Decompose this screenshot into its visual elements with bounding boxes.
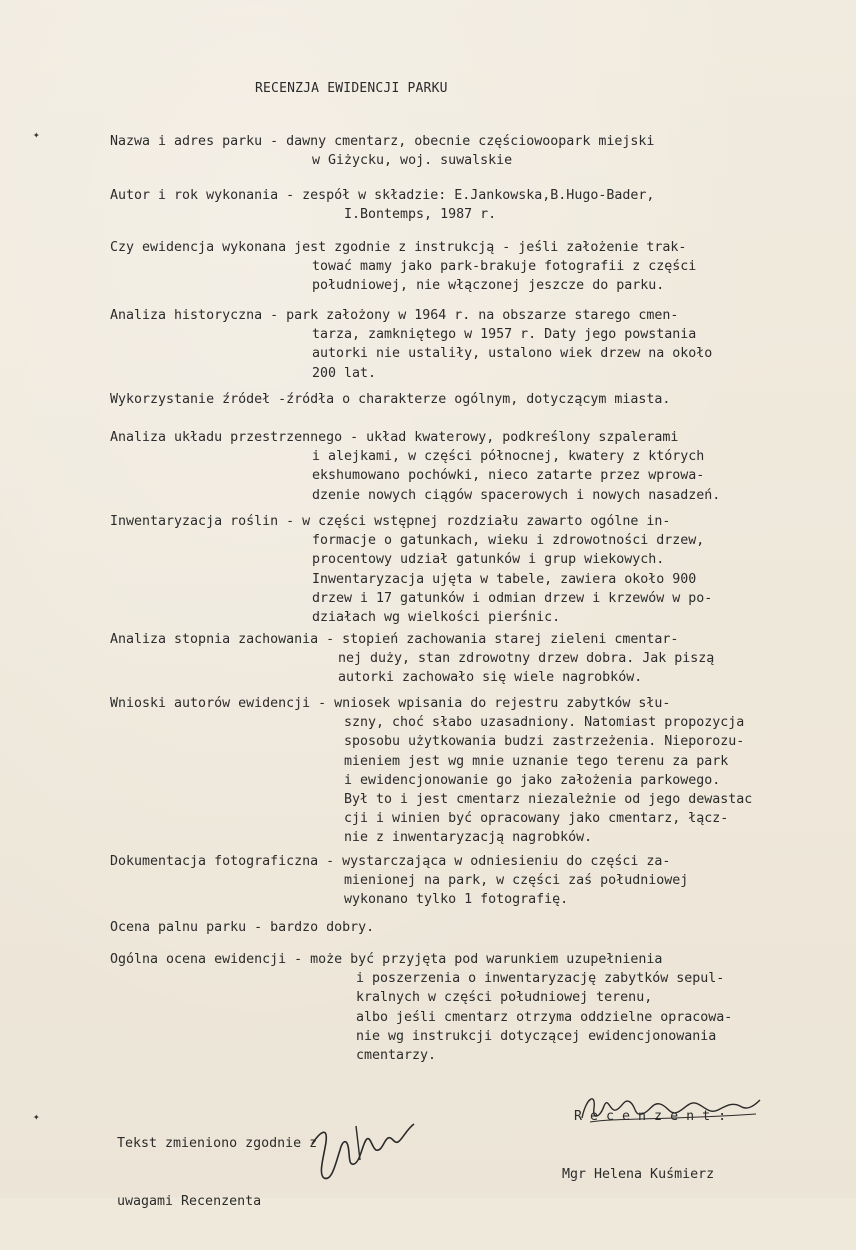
section-text-line: nej duży, stan zdrowotny drzew dobra. Jak piszą [338,651,715,667]
section-text-line: tować mamy jako park-brakuje fotografii z części [312,259,697,275]
section-heading-line: Wykorzystanie źródeł -źródła o charakterze ogólnym, dotyczącym miasta. [110,392,671,407]
section-text-line: i poszerzenia o inwentaryzację zabytków sepul- [356,971,725,987]
section-heading-line: Analiza stopnia zachowania - stopień zachowania starej zieleni cmentar- [110,632,679,647]
section-text-line: i ewidencjonowanie go jako założenia parkowego. [344,772,721,788]
section-text-line: cji i winien być opracowany jako cmentarz, łącz- [344,811,729,827]
section-heading-line: Analiza historyczna - park założony w 1964 r. na obszarze starego cmen- [110,308,679,323]
review-section [110,694,752,848]
review-section [110,918,374,937]
section-text-line: Był to i jest cmentarz niezależnie od jego dewastac [344,792,753,808]
punch-mark: ✦ [33,128,40,141]
section-heading-line: Wnioski autorów ewidencji - wniosek wpisania do rejestru zabytków słu- [110,696,671,711]
review-section [110,852,688,910]
review-section [110,428,720,505]
review-section [110,132,654,170]
section-text-line: dzenie nowych ciągów spacerowych i nowych nasadzeń. [312,487,721,503]
section-text-line: wykonano tylko 1 fotografię. [344,892,569,908]
section-text-line: w Giżycku, woj. suwalskie [312,153,513,169]
amendment-note-line: Tekst zmieniono zgodnie z [117,1136,318,1152]
section-heading-line: Dokumentacja fotograficzna - wystarczająca w odniesieniu do części za- [110,854,671,869]
review-section [110,512,712,627]
section-heading-line: Inwentaryzacja roślin - w części wstępnej rozdziału zawarto ogólne in- [110,514,671,529]
section-text-line: drzew i 17 gatunków i odmian drzew i krzewów w po- [312,590,713,606]
section-text-line: i alejkami, w części północnej, kwatery z których [312,449,705,465]
section-text-line: mienionej na park, w części zaś południowej [344,873,689,889]
reviewer-name: Mgr Helena Kuśmierz [562,1167,715,1183]
section-text-line: działach wg wielkości pierśnic. [312,610,561,626]
review-section [110,186,654,224]
section-text-line: procentowy udział gatunków i grup wiekowych. [312,552,665,568]
section-text-line: I.Bontemps, 1987 r. [344,207,497,223]
section-text-line: Inwentaryzacja ujęta w tabele, zawiera około 900 [312,571,697,587]
review-section [110,950,732,1065]
author-signature [306,1104,418,1186]
review-section [110,630,714,688]
section-text-line: kralnych w części południowej terenu, [356,990,653,1006]
section-text-line: nie wg instrukcji dotyczącej ewidencjonowania [356,1028,717,1044]
document-title: RECENZJA EWIDENCJI PARKU [255,81,448,96]
review-section [110,238,696,296]
review-section [110,390,670,409]
amendment-note-line: uwagami Recenzenta [117,1194,262,1210]
section-heading-line: Analiza układu przestrzennego - układ kwaterowy, podkreślony szpalerami [110,430,679,445]
section-text-line: albo jeśli cmentarz otrzyma oddzielne opracowa- [356,1009,733,1025]
reviewer-label: R e c e n z e n t : [574,1109,727,1125]
section-text-line: szny, choć słabo uzasadniony. Natomiast propozycja [344,715,745,731]
section-text-line: cmentarzy. [356,1048,437,1064]
section-heading-line: Autor i rok wykonania - zespół w składzie: E.Jankowska,B.Hugo-Bader, [110,188,655,203]
section-heading-line: Ogólna ocena ewidencji - może być przyjęta pod warunkiem uzupełnienia [110,952,663,967]
amendment-note [117,1096,317,1250]
section-text-line: formacje o gatunkach, wieku i zdrowotności drzew, [312,533,705,549]
section-text-line: południowej, nie włączonej jeszcze do parku. [312,278,665,294]
section-text-line: 200 lat. [312,365,377,381]
section-text-line: ekshumowano pochówki, nieco zatarte przez wprowa- [312,468,705,484]
section-text-line: autorki nie ustaliły, ustalono wiek drzew na około [312,346,713,362]
section-text-line: nie z inwentaryzacją nagrobków. [344,830,593,846]
punch-mark: ✦ [33,1110,40,1123]
section-heading-line: Ocena palnu parku - bardzo dobry. [110,920,375,935]
reviewer-signature [576,1088,766,1128]
section-text-line: autorki zachowało się wiele nagrobków. [338,670,643,686]
reviewer-name-block [562,1127,714,1223]
section-text-line: mieniem jest wg mnie uznanie tego terenu za park [344,753,729,769]
section-text-line: sposobu użytkowania budzi zastrzeżenia. Nieporozu- [344,734,745,750]
section-text-line: tarza, zamkniętego w 1957 r. Daty jego powstania [312,327,697,343]
section-heading-line: Czy ewidencja wykonana jest zgodnie z instrukcją - jeśli założenie trak- [110,240,687,255]
review-section [110,306,712,383]
section-heading-line: Nazwa i adres parku - dawny cmentarz, obecnie częściowoopark miejski [110,134,655,149]
